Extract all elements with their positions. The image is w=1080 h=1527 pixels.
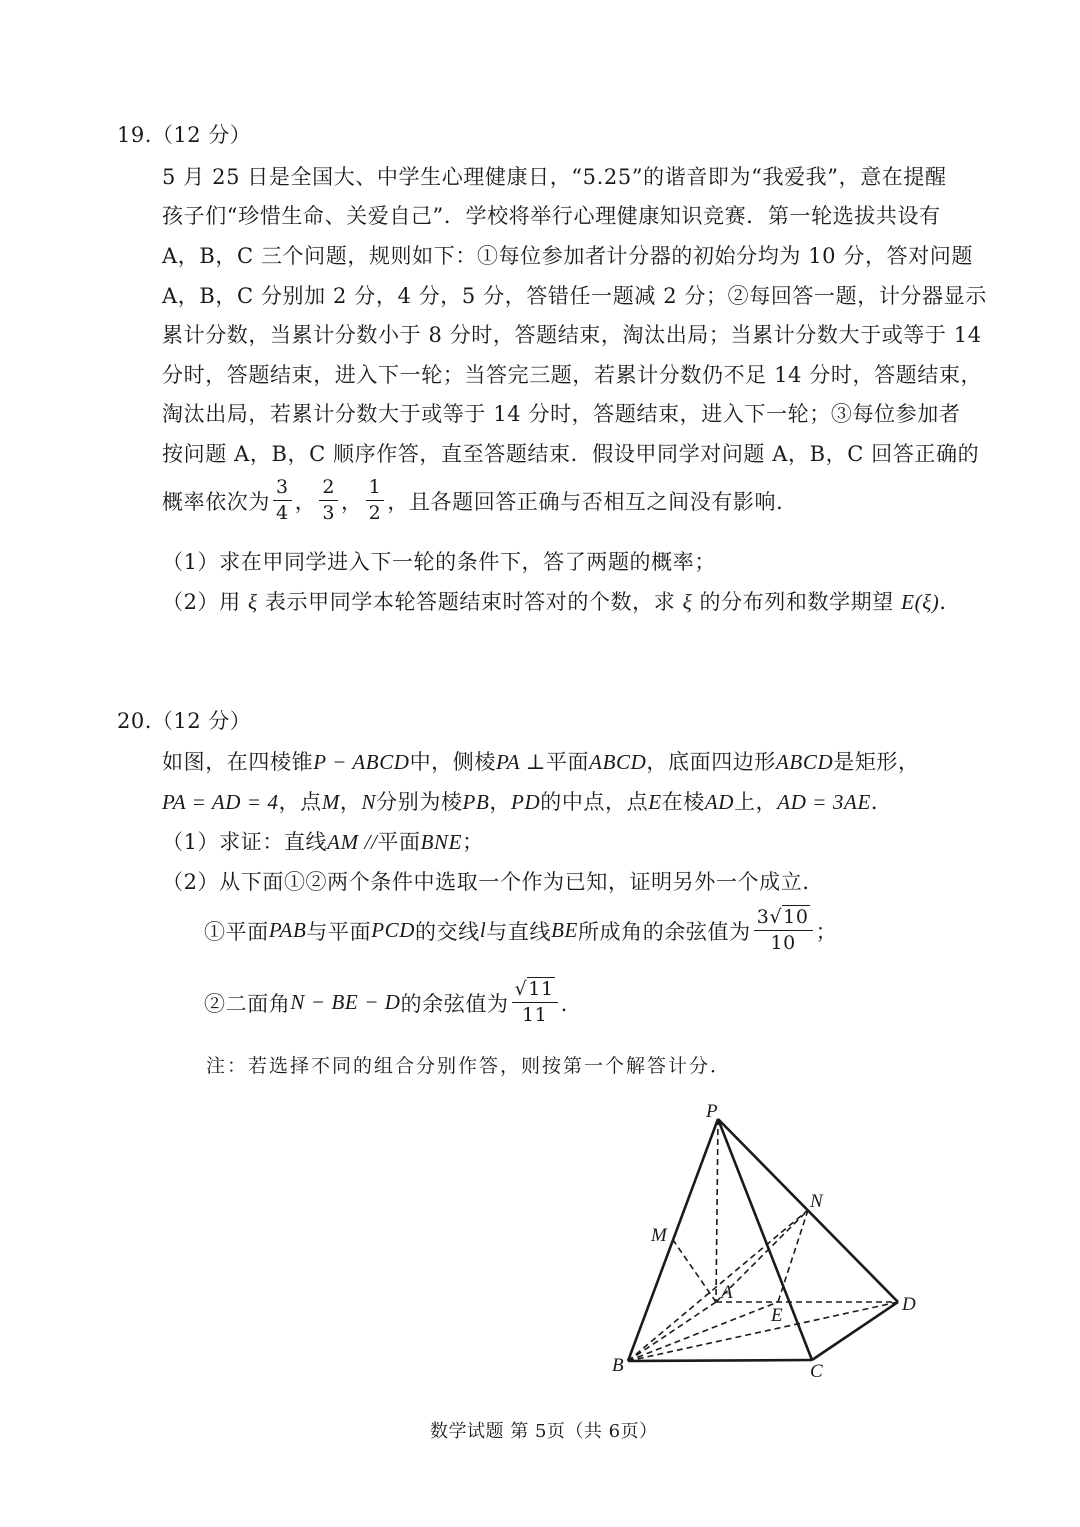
q19-header	[117, 119, 251, 149]
q20-number: 20.	[117, 709, 152, 733]
sqrt-symbol: √10	[769, 906, 809, 928]
math: BE	[551, 918, 578, 942]
q20-points: （12 分）	[151, 709, 252, 733]
text: （1）求证：直线	[162, 830, 328, 854]
q19-line-4: A，B，C 分别加 2 分，4 分，5 分，答错任一题减 2 分；②每回答一题，计分器显示	[162, 284, 987, 308]
text: ，点	[278, 790, 322, 814]
math-xi: ξ	[682, 590, 693, 614]
math: N − BE − D	[290, 990, 401, 1014]
q19-probability-line	[162, 478, 798, 523]
fraction-numerator: 2	[319, 478, 338, 501]
fraction-denominator: 10	[770, 932, 796, 954]
math: P − ABCD	[313, 750, 410, 774]
text: 中，侧棱	[409, 750, 496, 774]
fraction-3-4	[273, 478, 292, 523]
fraction-1-2	[366, 478, 385, 523]
text: 是矩形，	[833, 750, 920, 774]
fraction-numerator	[512, 980, 558, 1003]
math: BNE	[420, 830, 463, 854]
q19-points: （12 分）	[151, 123, 252, 147]
q20-condition-1	[204, 908, 837, 953]
math-expectation: E(ξ)	[901, 590, 940, 614]
fraction-2-3	[319, 478, 338, 523]
text: 与平面	[306, 919, 372, 944]
separator: ，	[294, 489, 317, 514]
math: ABCD	[589, 750, 647, 774]
fraction-denominator: 4	[276, 502, 289, 524]
label-M: M	[651, 1225, 667, 1246]
pyramid-figure	[600, 1090, 940, 1390]
text: ；	[815, 919, 838, 944]
label-D: D	[902, 1294, 916, 1315]
math: PA = AD = 4	[162, 790, 279, 814]
text: ，	[489, 790, 512, 814]
math: N	[361, 790, 377, 814]
coefficient: 3	[756, 906, 770, 928]
math: PCD	[371, 918, 416, 942]
fraction-3sqrt10-10	[754, 908, 813, 953]
radicand: 10	[783, 906, 809, 928]
math: l	[479, 918, 487, 942]
q19-line-7: 淘汰出局，若累计分数大于或等于 14 分时，答题结束，进入下一轮；③每位参加者	[162, 402, 961, 426]
math: PA ⊥	[495, 750, 546, 774]
text: 上，	[734, 790, 778, 814]
q19-line-5: 累计分数，当累计分数小于 8 分时，答题结束，淘汰出局；当累计分数大于或等于 14	[162, 323, 982, 347]
text: 在棱	[661, 790, 705, 814]
sqrt-symbol: √11	[514, 978, 554, 1000]
fraction-numerator	[754, 908, 813, 931]
text: 的交线	[415, 919, 480, 944]
fraction-denominator: 11	[521, 1004, 548, 1026]
q20-part-1	[162, 826, 484, 856]
text: ．	[560, 991, 583, 1016]
q19-part-1: （1）求在甲同学进入下一轮的条件下，答了两题的概率；	[162, 550, 716, 574]
radicand: 11	[528, 978, 554, 1000]
segment-AM	[673, 1240, 716, 1302]
label-C: C	[810, 1361, 823, 1382]
q20-line-1	[162, 746, 920, 776]
text: ，底面四边形	[646, 750, 776, 774]
text: ．	[939, 590, 961, 614]
fraction-numerator: 3	[273, 478, 292, 501]
segment-BD	[628, 1302, 898, 1361]
text: 所成角的余弦值为	[577, 919, 751, 944]
label-N: N	[810, 1191, 823, 1212]
q19-number: 19.	[117, 123, 152, 147]
edge-BC	[628, 1360, 812, 1361]
q20-part-2: （2）从下面①②两个条件中选取一个作为已知，证明另外一个成立．	[162, 870, 824, 894]
text: 的余弦值为	[400, 991, 509, 1016]
hidden-edges	[628, 1119, 898, 1361]
q19-line-1: 5 月 25 日是全国大、中学生心理健康日，“5.25”的谐音即为“我爱我”，意在提醒	[162, 165, 947, 189]
page-footer: 数学试题 第 5页（共 6页）	[430, 1421, 658, 1442]
q19-line-3: A，B，C 三个问题，规则如下：①每位参加者计分器的初始分均为 10 分，答对问题	[162, 244, 974, 268]
text: 平面	[377, 830, 421, 854]
math: ABCD	[776, 750, 834, 774]
q20-header	[117, 705, 251, 735]
fraction-denominator: 3	[322, 502, 336, 524]
text: 平面	[545, 750, 590, 774]
fraction-denominator: 2	[368, 502, 382, 524]
q19-prob-suffix: ，且各题回答正确与否相互之间没有影响．	[387, 489, 798, 514]
q19-prob-prefix: 概率依次为	[162, 489, 270, 514]
q19-line-2: 孩子们“珍惜生命、关爱自己”．学校将举行心理健康知识竞赛．第一轮选拔共设有	[162, 204, 941, 228]
q19-line-8: 按问题 A，B，C 顺序作答，直至答题结束．假设甲同学对问题 A，B，C 回答正确的	[162, 442, 980, 466]
math: M	[321, 790, 340, 814]
text: ．	[870, 790, 893, 814]
math: AM //	[327, 830, 378, 854]
math: PAB	[268, 918, 307, 942]
math: PB	[462, 790, 490, 814]
math: PD	[511, 790, 541, 814]
fraction-numerator: 1	[366, 478, 385, 501]
solid-edges	[628, 1119, 898, 1361]
label-P: P	[706, 1101, 718, 1122]
edge-PA	[716, 1119, 718, 1302]
text: （2）用	[162, 590, 241, 614]
segment-NE	[778, 1210, 808, 1302]
q19-line-6: 分时，答题结束，进入下一轮；当答完三题，若累计分数仍不足 14 分时，答题结束，	[162, 363, 983, 387]
q20-note: 注：若选择不同的组合分别作答，则按第一个解答计分．	[206, 1055, 732, 1077]
text: ①平面	[204, 919, 269, 944]
text: 如图，在四棱锥	[162, 750, 314, 774]
text: ②二面角	[204, 991, 291, 1016]
text: 与直线	[486, 919, 552, 944]
q19-part-2	[162, 586, 961, 616]
text: 分别为棱	[376, 790, 463, 814]
text: ，	[339, 790, 362, 814]
q20-condition-2	[204, 980, 582, 1025]
separator: ，	[341, 489, 363, 514]
label-B: B	[612, 1355, 624, 1376]
fraction-sqrt11-11	[512, 980, 558, 1025]
q20-line-2	[162, 786, 893, 816]
text: ；	[462, 830, 484, 854]
text: 的分布列和数学期望	[699, 590, 894, 614]
text: 的中点，点	[540, 790, 649, 814]
math: E	[648, 790, 662, 814]
label-E: E	[771, 1305, 783, 1326]
math: AD = 3AE	[777, 790, 871, 814]
math-xi: ξ	[248, 590, 258, 614]
label-A: A	[721, 1282, 733, 1303]
text: 表示甲同学本轮答题结束时答对的个数，求	[264, 590, 676, 614]
math: AD	[704, 790, 735, 814]
